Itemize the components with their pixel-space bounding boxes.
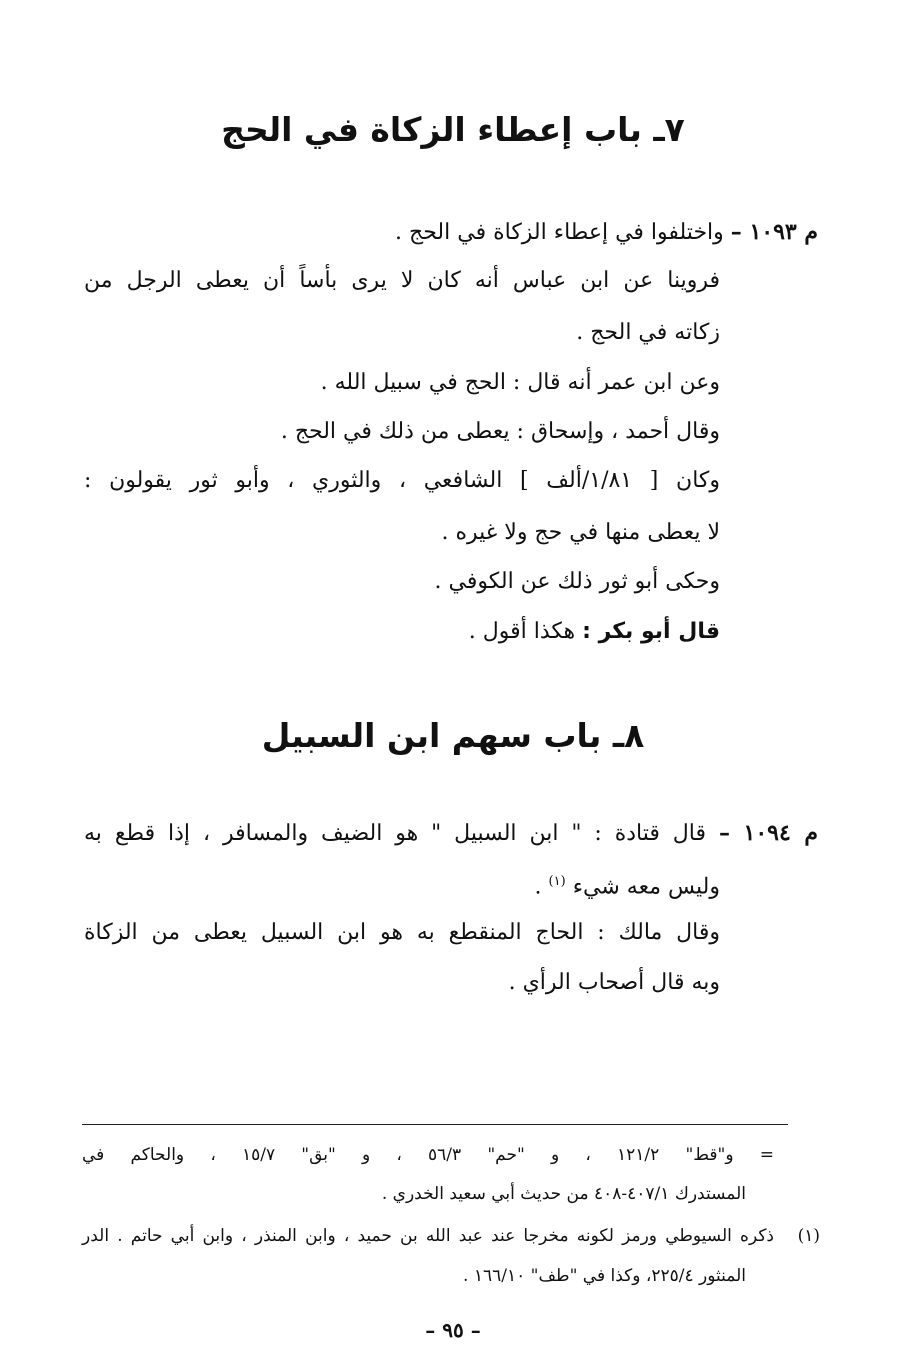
entry-1094-line-2-end: . xyxy=(534,874,542,900)
entry-1093-line-6: وكان [ ١/٨١/ألف ] الشافعي ، والثوري ، وأبو ثور يقولون : xyxy=(84,468,720,493)
entry-1093-line-7: لا يعطى منها في حج ولا غيره . xyxy=(441,520,720,545)
entry-1094-line-3: وقال مالك : الحاج المنقطع به هو ابن السبيل يعطى من الزكاة xyxy=(84,920,720,945)
entry-1094-line-1 xyxy=(84,818,818,849)
entry-1094-line-4: وبه قال أصحاب الرأي . xyxy=(508,970,720,995)
abu-bakr-saying-label: قال أبو بكر : xyxy=(582,619,720,644)
entry-1093-line-3: زكاته في الحج . xyxy=(576,320,720,345)
footnote-1-marker: (١) xyxy=(797,1226,820,1246)
entry-1093-line-8: وحكى أبو ثور ذلك عن الكوفي . xyxy=(434,569,720,594)
entry-1093-line-4: وعن ابن عمر أنه قال : الحج في سبيل الله . xyxy=(320,370,720,395)
section-7-heading: ٧ـ باب إعطاء الزكاة في الحج xyxy=(221,110,685,149)
footnote-separator xyxy=(82,1124,788,1125)
footnote-continuation-line-1: = و"قط" ١٢١/٢ ، و "حم" ٥٦/٣ ، و "بق" ١٥/٧ ، والحاكم في xyxy=(82,1145,774,1165)
entry-1093-text: واختلفوا في إعطاء الزكاة في الحج . xyxy=(395,220,724,245)
entry-1093-line-2: فروينا عن ابن عباس أنه كان لا يرى بأساً أن يعطى الرجل من xyxy=(84,268,720,293)
entry-1094-text: قال قتادة : " ابن السبيل " هو الضيف والمسافر ، إذا قطع به xyxy=(84,821,707,846)
entry-1093-line-5: وقال أحمد ، وإسحاق : يعطى من ذلك في الحج . xyxy=(280,419,720,444)
entry-1094-marker: م ١٠٩٤ – xyxy=(718,820,818,846)
page-number: – ٩٥ – xyxy=(425,1318,481,1342)
entry-1093-line-9 xyxy=(469,617,720,647)
section-8-heading: ٨ـ باب سهم ابن السبيل xyxy=(261,716,645,755)
entry-1093-marker: م ١٠٩٣ – xyxy=(730,219,818,245)
entry-1094-line-2-text: وليس معه شيء xyxy=(572,874,720,900)
abu-bakr-saying-text: هكذا أقول . xyxy=(468,619,576,644)
footnote-continuation-line-2: المستدرك ٤٠٧/١-٤٠٨ من حديث أبي سعيد الخدري . xyxy=(381,1184,746,1204)
footnote-1-line-1: ذكره السيوطي ورمز لكونه مخرجا عند عبد الله بن حميد ، وابن المنذر ، وابن أبي حاتم . الدر xyxy=(82,1226,774,1246)
footnote-ref-1[interactable]: (١) xyxy=(548,874,566,889)
entry-1094-line-2 xyxy=(535,867,720,902)
entry-1093-line-1 xyxy=(395,217,818,248)
footnote-1-line-2: المنثور ٢٢٥/٤، وكذا في "طف" ١٦٦/١٠ . xyxy=(463,1266,746,1286)
